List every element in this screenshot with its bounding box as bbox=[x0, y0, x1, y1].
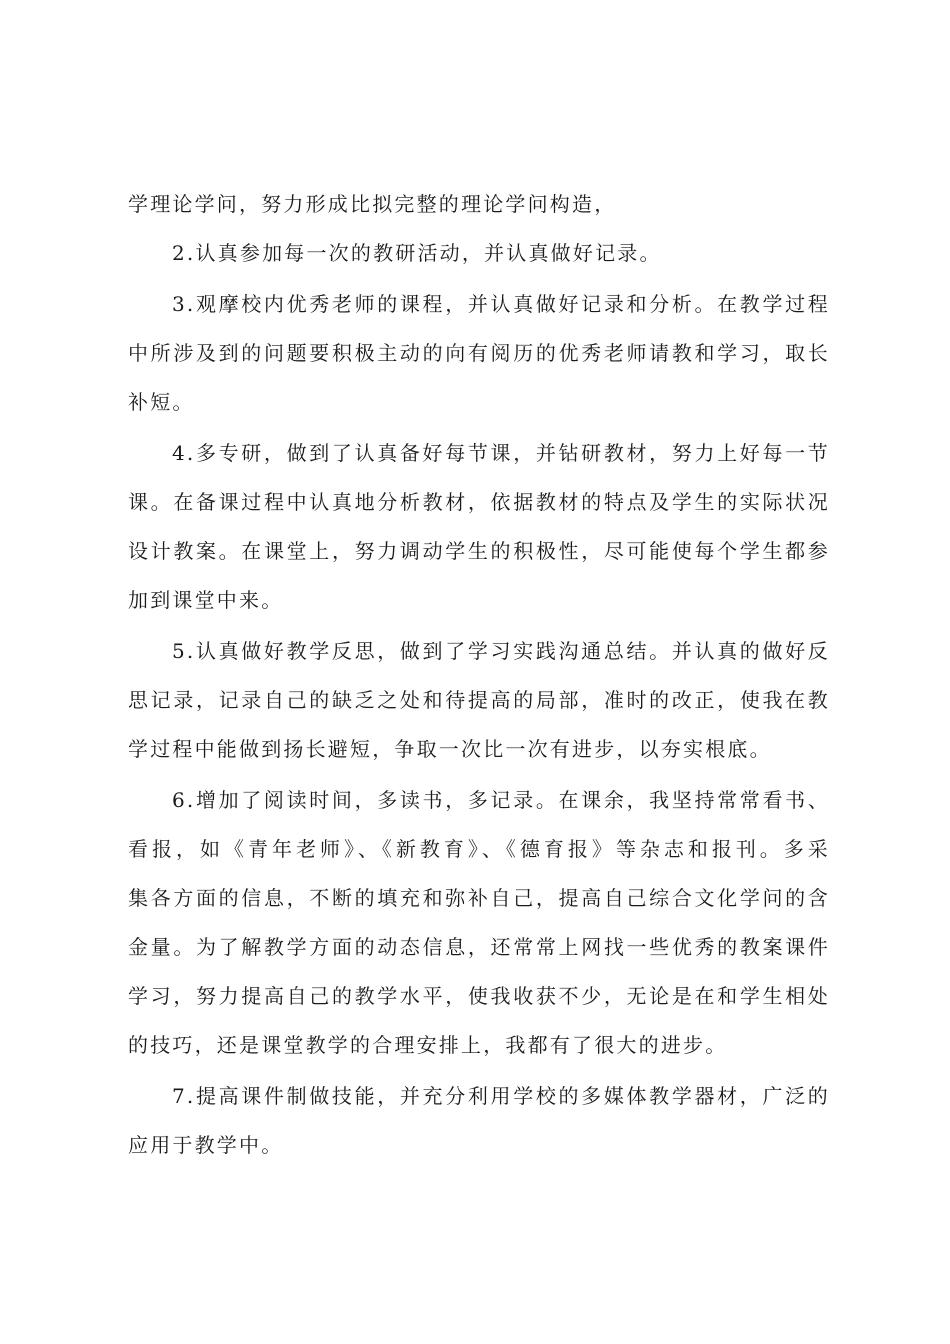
text-line-20: 应用于教学中。 bbox=[128, 1133, 284, 1157]
text-line-5: 补短。 bbox=[128, 390, 195, 414]
text-line-3: 3.观摩校内优秀老师的课程，并认真做好记录和分析。在教学过程 bbox=[172, 292, 830, 316]
text-line-14: 看报，如《青年老师》、《新教育》、《德育报》等杂志和报刊。多采 bbox=[128, 837, 830, 861]
text-line-11: 思记录，记录自己的缺乏之处和待提高的局部，准时的改正，使我在教 bbox=[128, 688, 830, 712]
text-line-8: 设计教案。在课堂上，努力调动学生的积极性，尽可能使每个学生都参 bbox=[128, 539, 830, 563]
text-line-15: 集各方面的信息，不断的填充和弥补自己，提高自己综合文化学问的含 bbox=[128, 886, 830, 910]
text-line-7: 课。在备课过程中认真地分析教材，依据教材的特点及学生的实际状况 bbox=[128, 490, 830, 514]
text-line-19: 7.提高课件制做技能，并充分利用学校的多媒体教学器材，广泛的 bbox=[172, 1084, 830, 1108]
text-line-1: 学理论学问，努力形成比拟完整的理论学问构造， bbox=[128, 192, 617, 216]
text-line-16: 金量。为了解教学方面的动态信息，还常常上网找一些优秀的教案课件 bbox=[128, 935, 830, 959]
text-line-10: 5.认真做好教学反思，做到了学习实践沟通总结。并认真的做好反 bbox=[172, 639, 830, 663]
text-line-18: 的技巧，还是课堂教学的合理安排上，我都有了很大的进步。 bbox=[128, 1033, 728, 1057]
text-line-12: 学过程中能做到扬长避短，争取一次比一次有进步，以夯实根底。 bbox=[128, 737, 772, 761]
text-line-6: 4.多专研，做到了认真备好每节课，并钻研教材，努力上好每一节 bbox=[172, 441, 830, 465]
text-line-4: 中所涉及到的问题要积极主动的向有阅历的优秀老师请教和学习，取长 bbox=[128, 341, 830, 365]
text-line-17: 学习，努力提高自己的教学水平，使我收获不少，无论是在和学生相处 bbox=[128, 984, 830, 1008]
text-line-13: 6.增加了阅读时间，多读书，多记录。在课余，我坚持常常看书、 bbox=[172, 788, 830, 812]
text-line-2: 2.认真参加每一次的教研活动，并认真做好记录。 bbox=[172, 241, 662, 265]
text-line-9: 加到课堂中来。 bbox=[128, 588, 284, 612]
